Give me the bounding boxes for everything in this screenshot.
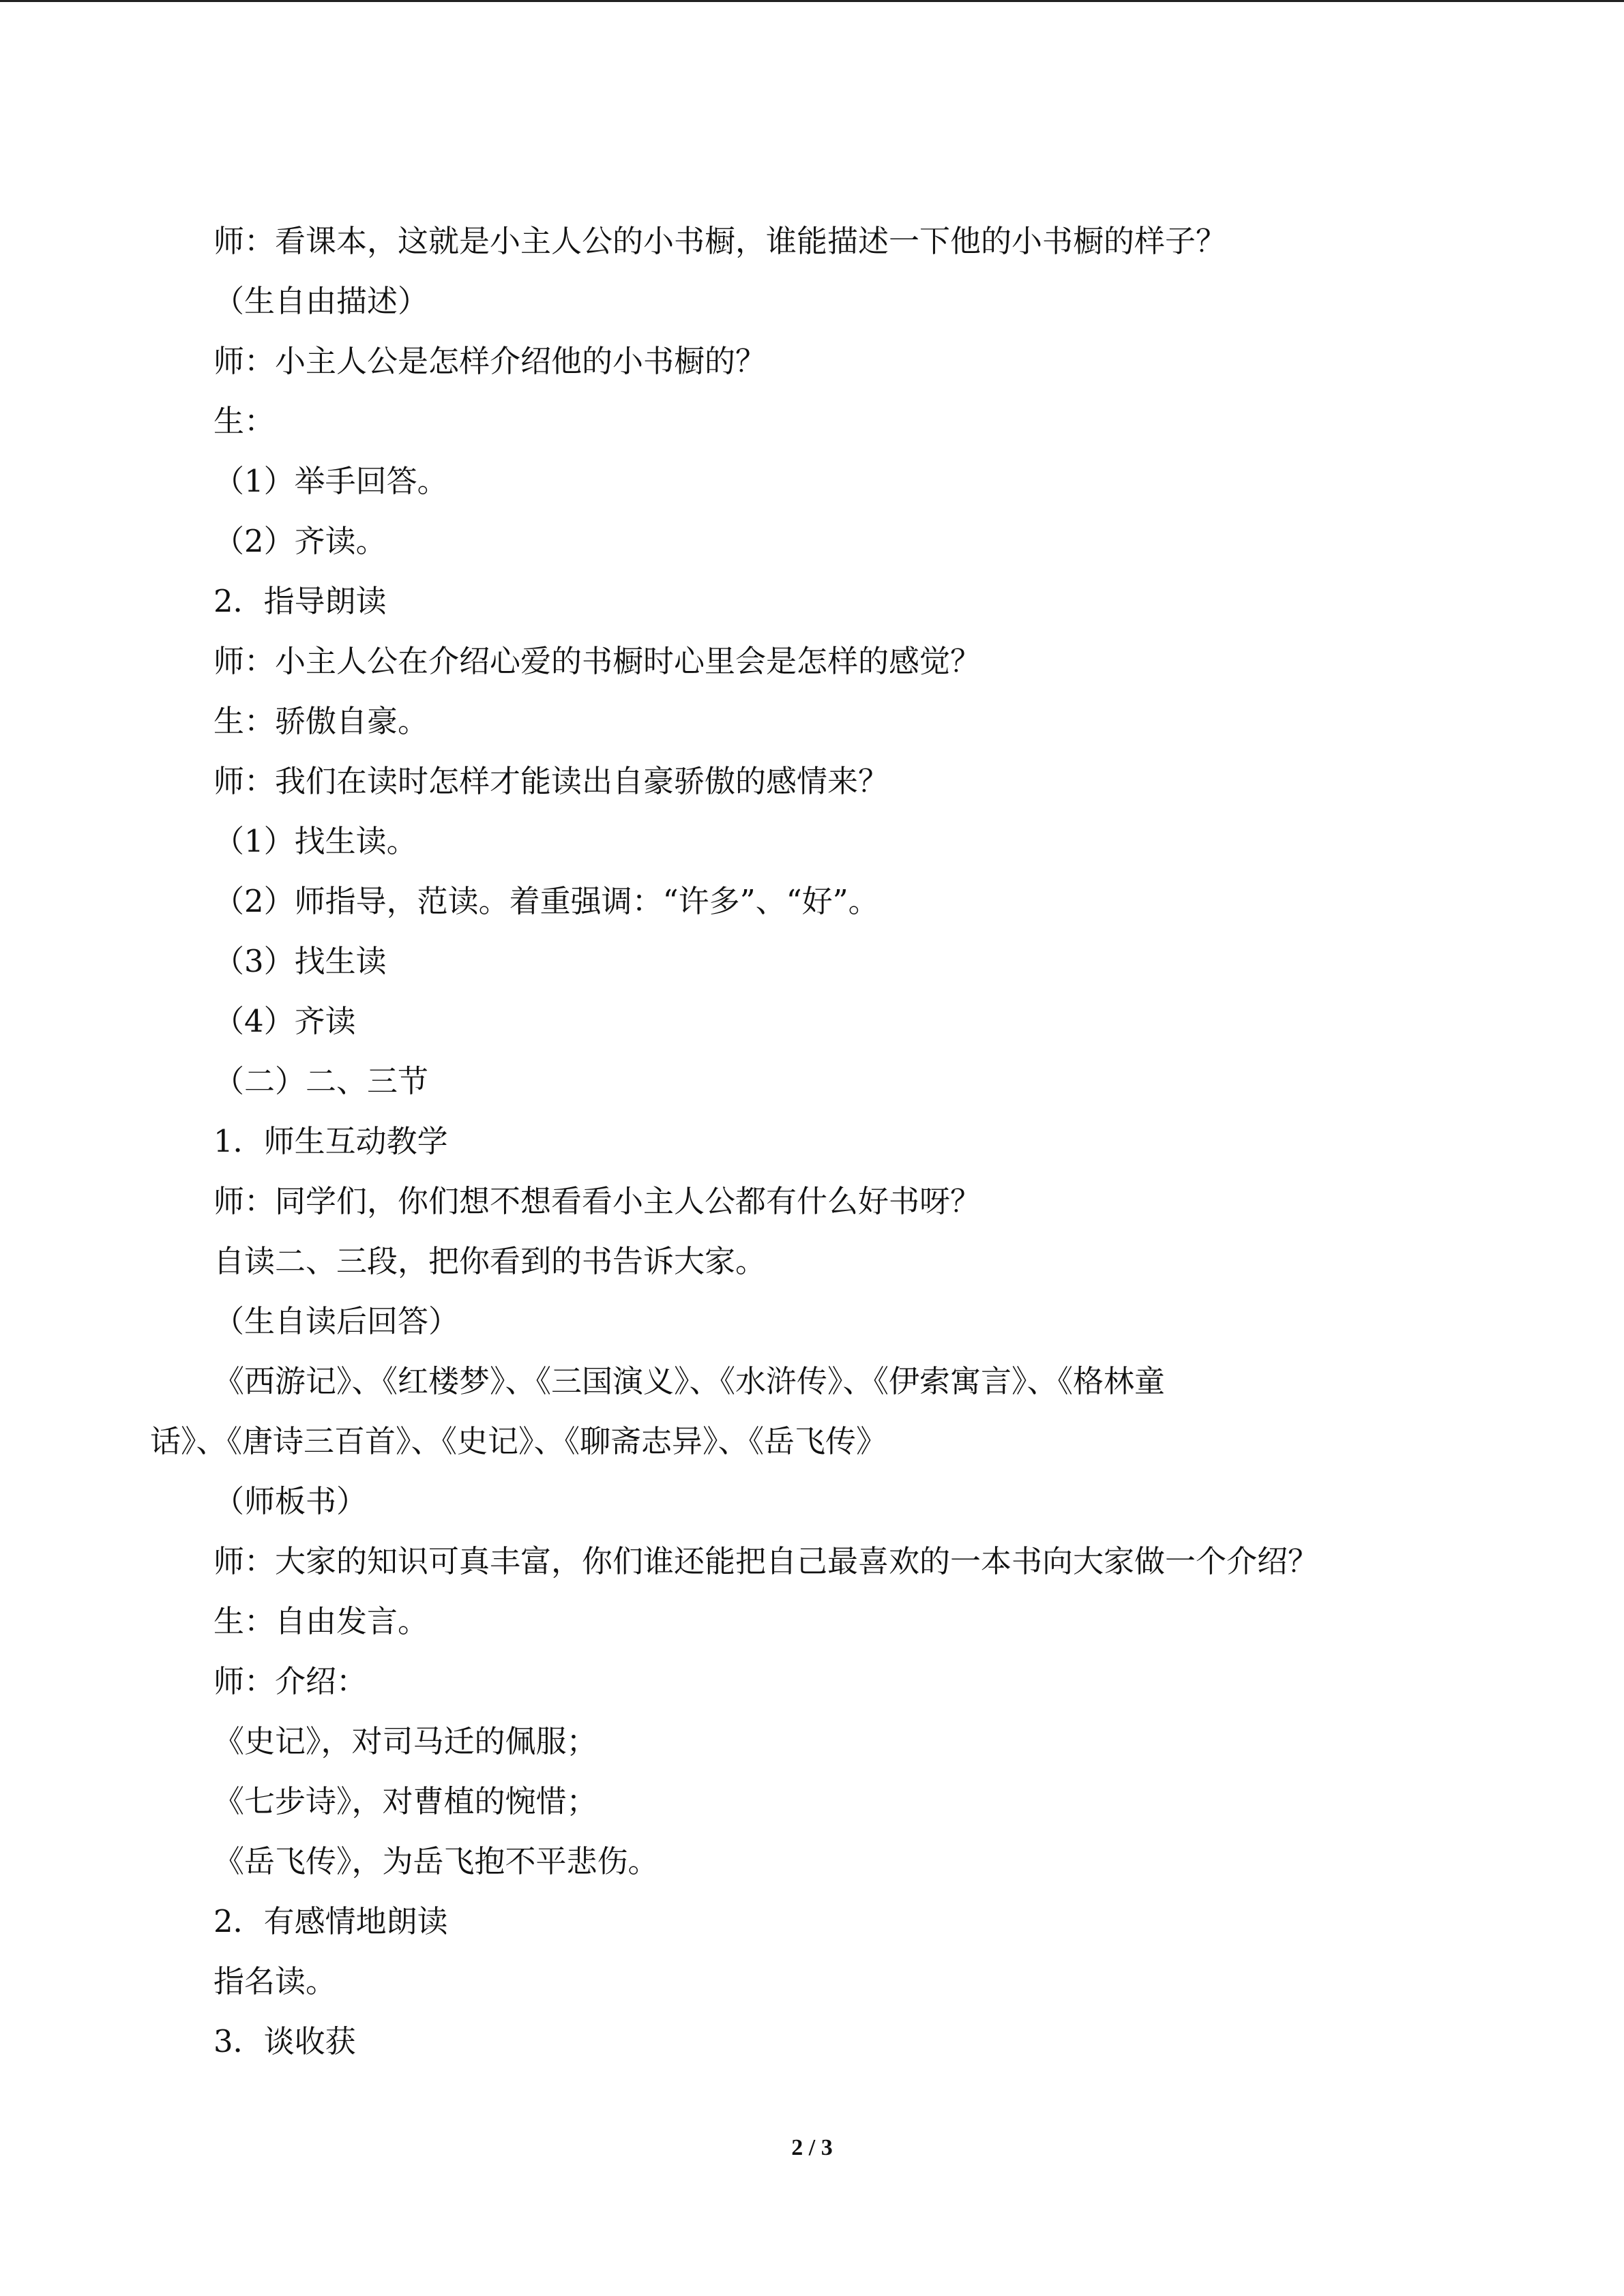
text-line: （1）找生读。	[213, 823, 417, 859]
document-body	[150, 211, 1391, 2072]
text-line: （4）齐读	[213, 1003, 356, 1039]
text-line: （生自读后回答）	[213, 1303, 460, 1339]
text-line: （1）举手回答。	[213, 463, 448, 499]
text-line: 生：自由发言。	[213, 1603, 429, 1639]
text-line: 师：同学们，你们想不想看看小主人公都有什么好书呀？	[213, 1183, 981, 1219]
text-line: 师：看课本，这就是小主人公的小书橱，谁能描述一下他的小书橱的样子？	[213, 223, 1227, 259]
page-top-border	[0, 0, 1624, 2]
section-heading: 1．师生互动教学	[213, 1123, 448, 1159]
text-line: 生：骄傲自豪。	[213, 703, 429, 739]
page-number: 2 / 3	[791, 2135, 833, 2160]
text-line: 师：大家的知识可真丰富，你们谁还能把自己最喜欢的一本书向大家做一个介绍？	[213, 1543, 1319, 1579]
text-line: 指名读。	[213, 1963, 337, 1999]
text-line: （生自由描述）	[213, 283, 429, 319]
text-line-continuation: 话》、《唐诗三百首》、《史记》、《聊斋志异》、《岳飞传》	[150, 1423, 887, 1459]
text-line: 师：小主人公在介绍心爱的书橱时心里会是怎样的感觉？	[213, 643, 981, 679]
section-heading: 3．谈收获	[213, 2023, 356, 2059]
text-line: 《西游记》、《红楼梦》、《三国演义》、《水浒传》、《伊索寓言》、《格林童	[213, 1363, 1166, 1399]
text-line: （2）师指导，范读。着重强调：“许多”、“好”。	[213, 883, 879, 919]
text-line: 师：介绍：	[213, 1663, 368, 1699]
text-line: 《七步诗》，对曹植的惋惜；	[213, 1783, 597, 1819]
text-line: 《岳飞传》，为岳飞抱不平悲伤。	[213, 1843, 659, 1879]
section-heading: 2．指导朗读	[213, 583, 387, 619]
text-line: 师：小主人公是怎样介绍他的小书橱的？	[213, 343, 767, 379]
text-line: 自读二、三段，把你看到的书告诉大家。	[213, 1243, 767, 1279]
text-line: （3）找生读	[213, 943, 387, 979]
text-line: 师：我们在读时怎样才能读出自豪骄傲的感情来？	[213, 763, 889, 799]
text-line: 生：	[213, 403, 276, 439]
text-line: （2）齐读。	[213, 523, 387, 559]
section-heading: （二）二、三节	[213, 1063, 429, 1099]
section-heading: 2．有感情地朗读	[213, 1903, 448, 1939]
text-line: （师板书）	[213, 1483, 368, 1519]
text-line: 《史记》，对司马迁的佩服；	[213, 1723, 597, 1759]
